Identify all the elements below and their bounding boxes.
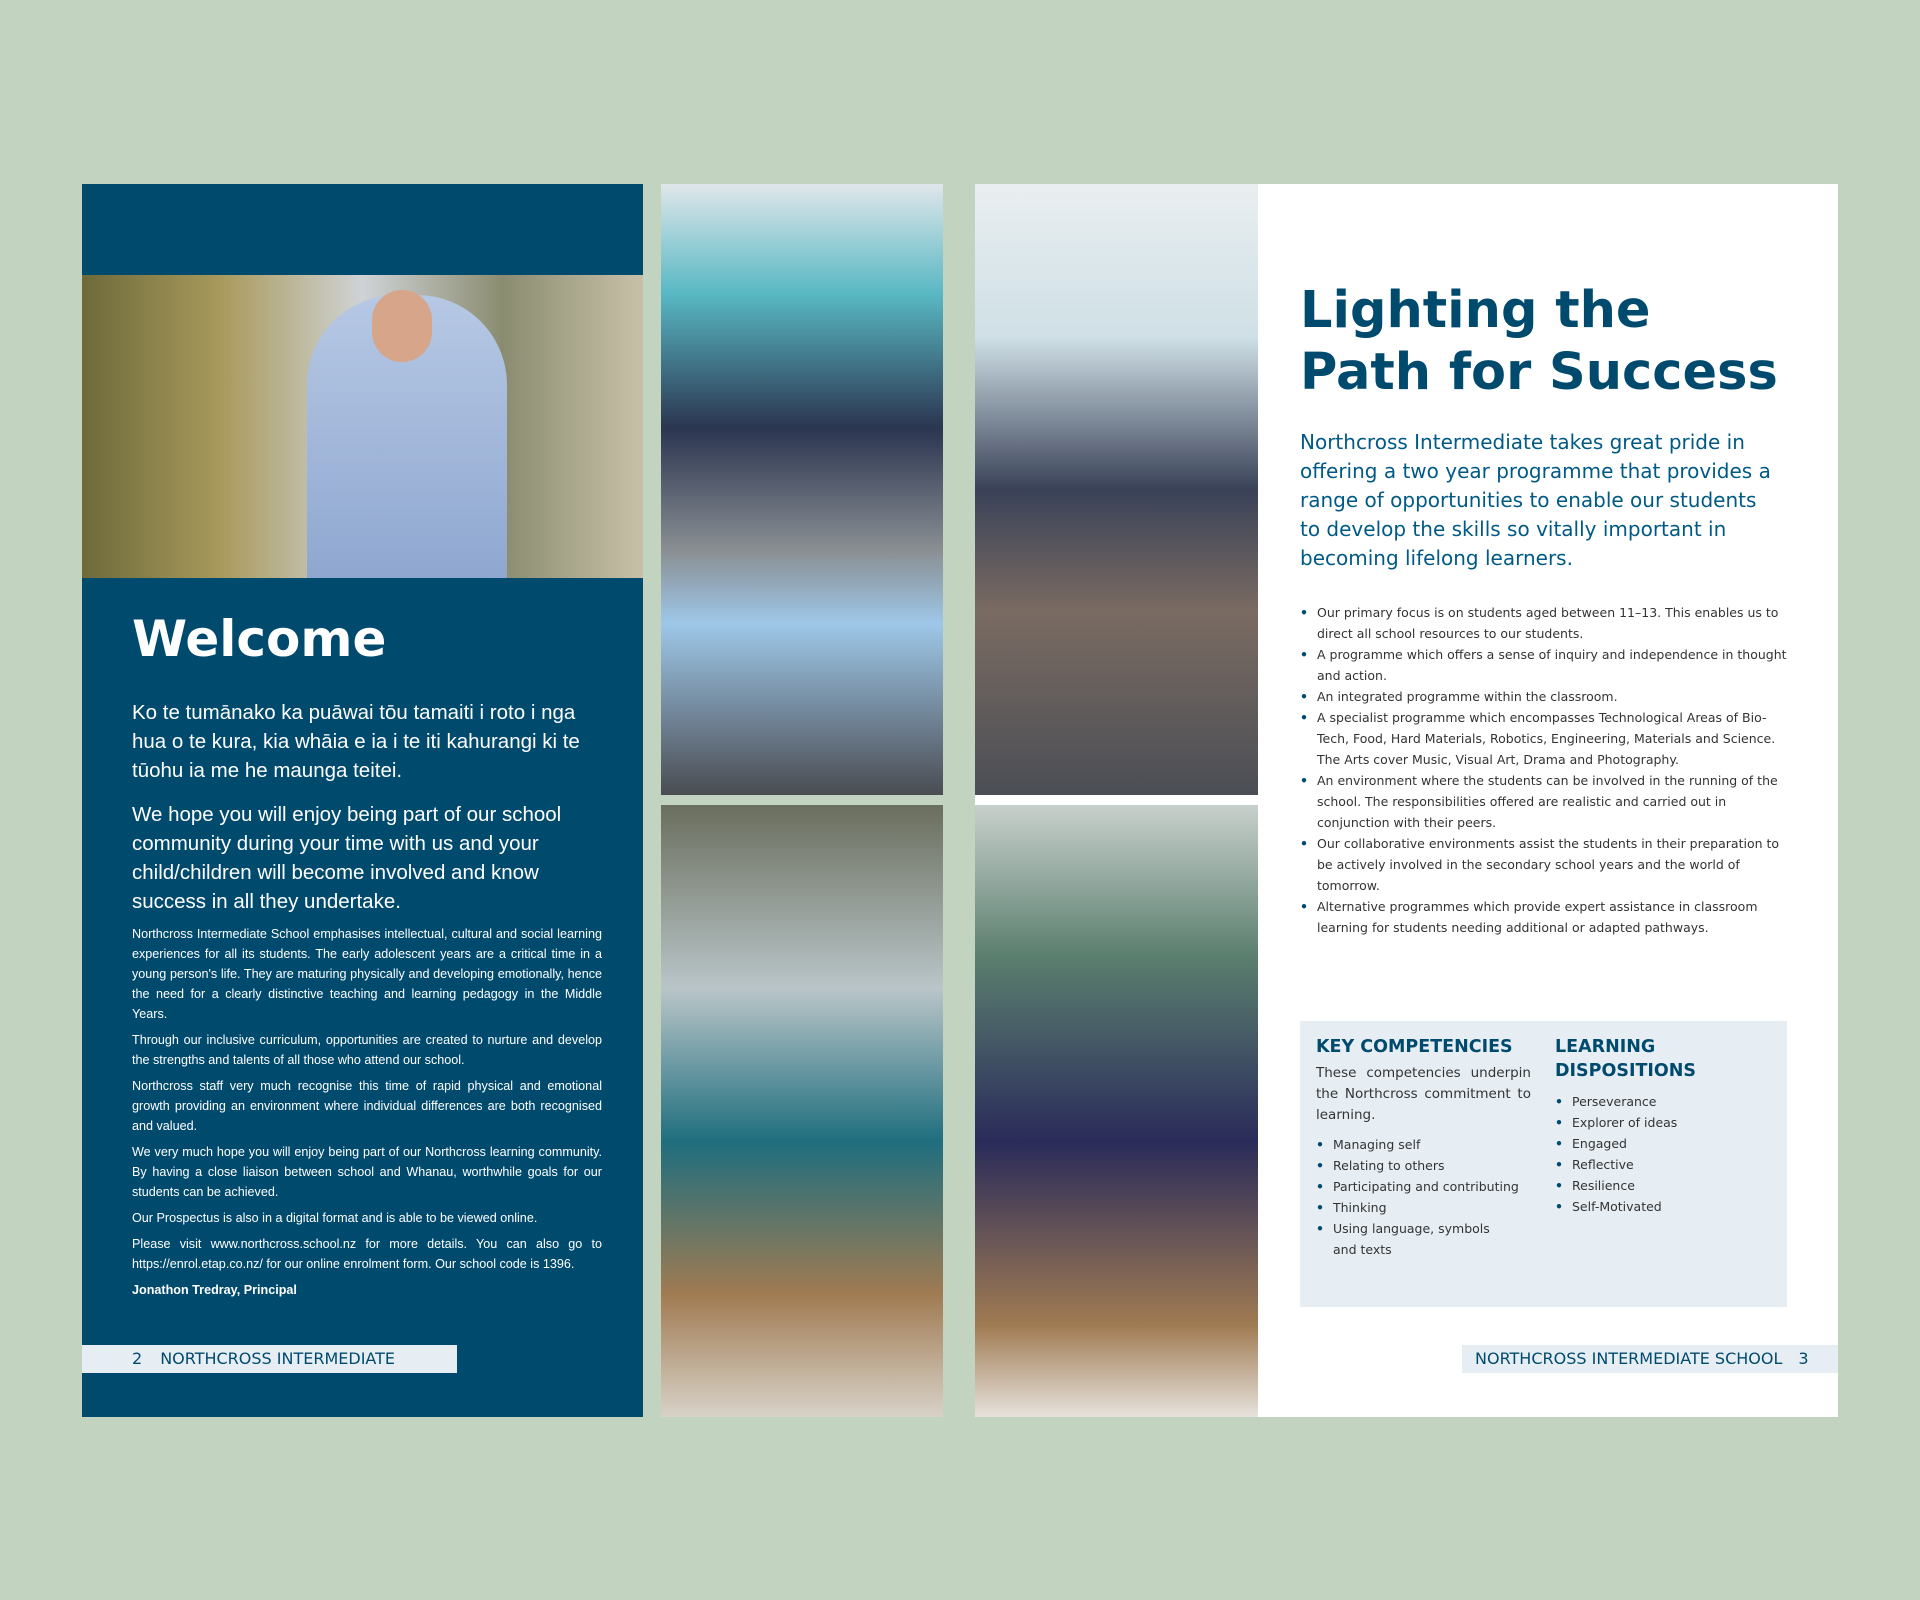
list-item: • Perseverance — [1555, 1091, 1705, 1112]
footer-school-name: NORTHCROSS INTERMEDIATE SCHOOL — [132, 1349, 396, 1396]
welcome-lead: We hope you will enjoy being part of our school community during your time with us and your child/children will become involved and know success in all they undertake. — [132, 803, 562, 913]
maori-greeting: Ko te tumānako ka puāwai tōu tamaiti i roto i nga hua o te kura, kia whāia e ia i te iti kahurangi ki te tūohu ia me he maunga teitei. — [132, 701, 580, 782]
welcome-heading: Welcome — [132, 610, 387, 668]
list-item: • Reflective — [1555, 1154, 1705, 1175]
signature: Jonathon Tredray, Principal — [132, 1283, 297, 1297]
list-item: • Engaged — [1555, 1133, 1705, 1154]
list-item: • Relating to others — [1316, 1155, 1531, 1176]
list-item: • An environment where the students can be involved in the running of the school. The responsibilities offered are realistic and carried out in conjunction with their peers. — [1300, 770, 1790, 833]
left-page — [82, 184, 643, 1417]
welcome-body — [132, 924, 602, 1306]
title-line: Lighting the — [1300, 281, 1651, 340]
section-description: These competencies underpin the Northcross commitment to learning. — [1316, 1065, 1531, 1123]
page-number: 2 — [132, 1349, 143, 1368]
student-microscope-photo — [975, 805, 1258, 1417]
list-item: • A specialist programme which encompasses Technological Areas of Bio-Tech, Food, Hard Materials, Robotics, Engineering, Materials and Science. The Arts cover Music, Visual Art, Drama and Photography. — [1300, 707, 1790, 770]
paragraph: Northcross staff very much recognise this time of rapid physical and emotional growth providing an environment where individual differences are both recognised and valued. — [132, 1079, 602, 1133]
page-title — [1300, 280, 1778, 404]
list-item: • Our collaborative environments assist the students in their preparation to be actively involved in the secondary school years and the world of tomorrow. — [1300, 833, 1790, 896]
list-item: • Resilience — [1555, 1175, 1705, 1196]
page-number: 3 — [1798, 1349, 1809, 1368]
list-item: • Explorer of ideas — [1555, 1112, 1705, 1133]
key-competencies — [1316, 1035, 1531, 1260]
paragraph: Northcross Intermediate School emphasises intellectual, cultural and social learning experiences for all its students. The early adolescent years are a critical time in a young person's life. They are maturing physically and developing emotionally, hence the need for a clearly distinctive teaching and learning pedagogy in the Middle Years. — [132, 927, 602, 1021]
list-item: • Thinking — [1316, 1197, 1531, 1218]
intro-text: Northcross Intermediate takes great pride in offering a two year programme that provides a range of opportunities to enable our students to develop the skills so vitally important in becoming lifelong learners. — [1300, 430, 1771, 570]
list-item: • A programme which offers a sense of inquiry and independence in thought and action. — [1300, 644, 1790, 686]
paragraph: Please visit www.northcross.school.nz for more details. You can also go to https://enrol.etap.co.nz/ for our online enrolment form. Our school code is 1396. — [132, 1237, 602, 1271]
paragraph: We very much hope you will enjoy being part of our Northcross learning community. By having a close liaison between school and Whanau, worthwhile goals for our students can be achieved. — [132, 1145, 602, 1199]
list-item: • Using language, symbols and texts — [1316, 1218, 1491, 1260]
science-class-photo — [661, 805, 943, 1417]
footer-left — [82, 1345, 457, 1396]
competencies-box — [1300, 1021, 1787, 1307]
group-learning-photo — [975, 184, 1258, 795]
paragraph: Through our inclusive curriculum, opportunities are created to nurture and develop the strengths and talents of all those who attend our school. — [132, 1033, 602, 1067]
list-item: • Participating and contributing — [1316, 1176, 1531, 1197]
section-heading: LEARNING DISPOSITIONS — [1555, 1037, 1697, 1081]
paragraph: Our Prospectus is also in a digital format and is able to be viewed online. — [132, 1211, 538, 1225]
footer-right — [1462, 1345, 1838, 1373]
list-item: • Self-Motivated — [1555, 1196, 1705, 1217]
classroom-photo — [661, 184, 943, 795]
title-line: Path for Success — [1300, 343, 1778, 402]
learning-dispositions — [1555, 1035, 1705, 1217]
principal-photo — [82, 275, 643, 578]
footer-school-name: NORTHCROSS INTERMEDIATE SCHOOL — [1475, 1349, 1783, 1368]
section-heading: KEY COMPETENCIES — [1316, 1037, 1513, 1057]
list-item: • Alternative programmes which provide expert assistance in classroom learning for students needing additional or adapted pathways. — [1300, 896, 1790, 938]
list-item: • An integrated programme within the classroom. — [1300, 686, 1790, 707]
programme-bullets — [1300, 602, 1790, 938]
list-item: • Our primary focus is on students aged between 11–13. This enables us to direct all school resources to our students. — [1300, 602, 1790, 644]
list-item: • Managing self — [1316, 1134, 1531, 1155]
